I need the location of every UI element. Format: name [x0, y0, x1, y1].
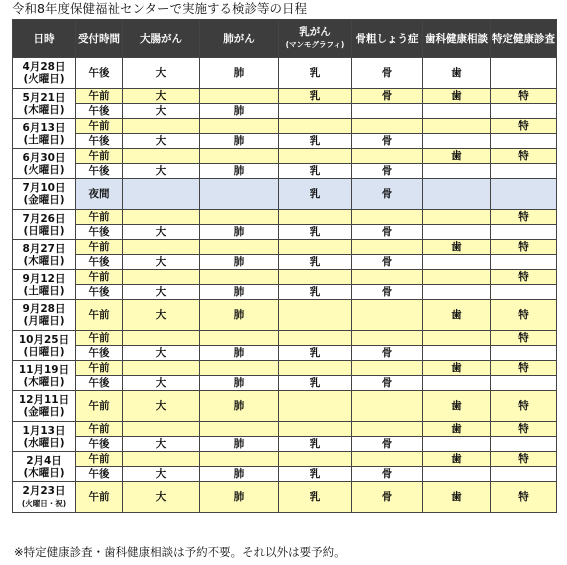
dental-cell [423, 225, 491, 240]
dental-cell: 歯 [423, 89, 491, 104]
breast-cell: 乳 [279, 482, 352, 513]
reception-time-cell: 午後 [76, 376, 123, 391]
checkup-cell: 特 [491, 270, 557, 285]
dental-cell: 歯 [423, 240, 491, 255]
reception-time-cell: 午後 [76, 134, 123, 149]
breast-cell [279, 361, 352, 376]
weekday-label: (水曜日) [23, 436, 65, 449]
colon-cell [123, 452, 200, 467]
checkup-cell [491, 255, 557, 270]
reception-time-cell: 午前 [76, 270, 123, 285]
dental-cell [423, 179, 491, 210]
date-label: 11月19日 [18, 363, 70, 376]
bone-cell: 骨 [352, 255, 423, 270]
lung-cell: 肺 [200, 255, 279, 270]
date-cell [13, 210, 76, 240]
checkup-cell: 特 [491, 300, 557, 331]
breast-cell: 乳 [279, 58, 352, 89]
colon-cell [123, 210, 200, 225]
colon-cell: 大 [123, 300, 200, 331]
date-label: 2月23日 [22, 484, 66, 497]
colon-cell: 大 [123, 391, 200, 422]
lung-cell [200, 179, 279, 210]
breast-cell [279, 240, 352, 255]
dental-cell [423, 285, 491, 300]
lung-cell: 肺 [200, 391, 279, 422]
checkup-cell: 特 [491, 391, 557, 422]
breast-cell [279, 149, 352, 164]
dental-cell [423, 164, 491, 179]
date-label: 9月28日 [22, 303, 66, 315]
date-cell [13, 482, 76, 513]
reception-time-cell: 午前 [76, 300, 123, 331]
table-row [13, 255, 557, 270]
date-label: 8月27日 [22, 242, 66, 255]
date-cell [13, 119, 76, 149]
date-cell [13, 89, 76, 119]
checkup-cell: 特 [491, 482, 557, 513]
reception-time-cell: 午前 [76, 89, 123, 104]
bone-cell: 骨 [352, 437, 423, 452]
bone-cell [352, 391, 423, 422]
lung-cell [200, 149, 279, 164]
colon-cell: 大 [123, 255, 200, 270]
checkup-cell [491, 346, 557, 361]
weekday-label: (日曜日) [23, 345, 65, 358]
dental-cell: 歯 [423, 452, 491, 467]
dental-cell: 歯 [423, 361, 491, 376]
header-breast: 乳がん (マンモグラフィ) [279, 20, 352, 58]
breast-cell: 乳 [279, 255, 352, 270]
table-row [13, 240, 557, 255]
colon-cell: 大 [123, 467, 200, 482]
table-row [13, 89, 557, 104]
weekday-label: (土曜日) [23, 284, 65, 297]
date-cell [13, 422, 76, 452]
date-cell [13, 452, 76, 482]
lung-cell: 肺 [200, 346, 279, 361]
bone-cell: 骨 [352, 164, 423, 179]
lung-cell [200, 240, 279, 255]
table-row [13, 225, 557, 240]
table-row [13, 376, 557, 391]
checkup-cell: 特 [491, 240, 557, 255]
header-dental: 歯科健康相談 [423, 20, 491, 58]
dental-cell [423, 104, 491, 119]
reception-time-cell: 午後 [76, 255, 123, 270]
reception-time-cell: 午後 [76, 164, 123, 179]
lung-cell: 肺 [200, 300, 279, 331]
colon-cell: 大 [123, 346, 200, 361]
checkup-cell [491, 467, 557, 482]
date-cell [13, 270, 76, 300]
bone-cell [352, 270, 423, 285]
dental-cell: 歯 [423, 391, 491, 422]
reception-time-cell: 午前 [76, 361, 123, 376]
weekday-label: (木曜日) [23, 254, 65, 267]
breast-cell: 乳 [279, 89, 352, 104]
dental-cell [423, 270, 491, 285]
lung-cell [200, 331, 279, 346]
lung-cell: 肺 [200, 285, 279, 300]
checkup-cell: 特 [491, 361, 557, 376]
breast-cell: 乳 [279, 225, 352, 240]
weekday-label: (火曜日) [23, 73, 65, 85]
breast-cell [279, 119, 352, 134]
reception-time-cell: 午後 [76, 285, 123, 300]
table-row [13, 437, 557, 452]
colon-cell: 大 [123, 134, 200, 149]
reception-time-cell: 午前 [76, 149, 123, 164]
lung-cell: 肺 [200, 104, 279, 119]
reception-time-cell: 午前 [76, 240, 123, 255]
breast-cell: 乳 [279, 164, 352, 179]
dental-cell: 歯 [423, 482, 491, 513]
date-label: 7月10日 [22, 182, 66, 194]
dental-cell [423, 119, 491, 134]
dental-cell: 歯 [423, 149, 491, 164]
bone-cell: 骨 [352, 134, 423, 149]
reception-time-cell: 午後 [76, 346, 123, 361]
header-colon: 大腸がん [123, 20, 200, 58]
bone-cell: 骨 [352, 285, 423, 300]
table-row [13, 58, 557, 89]
dental-cell: 歯 [423, 58, 491, 89]
lung-cell [200, 270, 279, 285]
table-row [13, 270, 557, 285]
date-label: 6月30日 [22, 151, 66, 164]
date-label: 5月21日 [22, 91, 66, 104]
dental-cell [423, 255, 491, 270]
table-row [13, 285, 557, 300]
lung-cell [200, 422, 279, 437]
table-row [13, 346, 557, 361]
date-cell [13, 179, 76, 210]
colon-cell: 大 [123, 482, 200, 513]
bone-cell: 骨 [352, 376, 423, 391]
bone-cell: 骨 [352, 482, 423, 513]
bone-cell: 骨 [352, 346, 423, 361]
table-row [13, 149, 557, 164]
colon-cell [123, 240, 200, 255]
checkup-cell [491, 285, 557, 300]
table-row [13, 361, 557, 376]
dental-cell [423, 331, 491, 346]
colon-cell: 大 [123, 89, 200, 104]
reception-time-cell: 午前 [76, 422, 123, 437]
table-row [13, 467, 557, 482]
colon-cell [123, 270, 200, 285]
table-row [13, 210, 557, 225]
colon-cell [123, 149, 200, 164]
header-date: 日時 [13, 20, 76, 58]
weekday-label: (火曜日・祝) [21, 498, 67, 508]
reception-time-cell: 午後 [76, 104, 123, 119]
colon-cell: 大 [123, 104, 200, 119]
lung-cell [200, 89, 279, 104]
bone-cell [352, 300, 423, 331]
footnote: ※特定健康診査・歯科健康相談は予約不要。それ以外は要予約。 [14, 545, 346, 559]
date-cell [13, 361, 76, 391]
header-lung: 肺がん [200, 20, 279, 58]
lung-cell [200, 119, 279, 134]
checkup-cell [491, 58, 557, 89]
date-label: 6月13日 [22, 121, 66, 134]
schedule-body [13, 58, 557, 513]
schedule-table [12, 19, 557, 513]
header-checkup: 特定健康診査 [491, 20, 557, 58]
table-row [13, 452, 557, 467]
lung-cell: 肺 [200, 467, 279, 482]
table-row [13, 422, 557, 437]
page-title: 令和8年度保健福祉センターで実施する検診等の日程 [12, 1, 307, 16]
weekday-label: (金曜日) [23, 406, 65, 418]
lung-cell: 肺 [200, 482, 279, 513]
reception-time-cell: 午後 [76, 437, 123, 452]
checkup-cell [491, 376, 557, 391]
reception-time-cell: 午前 [76, 119, 123, 134]
checkup-cell: 特 [491, 452, 557, 467]
weekday-label: (日曜日) [23, 224, 65, 237]
breast-cell [279, 300, 352, 331]
bone-cell [352, 149, 423, 164]
checkup-cell [491, 179, 557, 210]
weekday-label: (月曜日) [23, 315, 65, 327]
reception-time-cell: 午前 [76, 391, 123, 422]
checkup-cell [491, 104, 557, 119]
reception-time-cell: 午前 [76, 331, 123, 346]
dental-cell [423, 437, 491, 452]
colon-cell: 大 [123, 164, 200, 179]
weekday-label: (土曜日) [23, 133, 65, 146]
colon-cell [123, 331, 200, 346]
reception-time-cell: 午後 [76, 225, 123, 240]
checkup-cell: 特 [491, 119, 557, 134]
weekday-label: (木曜日) [23, 103, 65, 116]
table-row [13, 104, 557, 119]
lung-cell: 肺 [200, 58, 279, 89]
checkup-cell [491, 437, 557, 452]
colon-cell: 大 [123, 58, 200, 89]
breast-cell: 乳 [279, 376, 352, 391]
reception-time-cell: 夜間 [76, 179, 123, 210]
reception-time-cell: 午後 [76, 467, 123, 482]
date-cell [13, 331, 76, 361]
reception-time-cell: 午前 [76, 210, 123, 225]
date-label: 2月4日 [26, 454, 62, 467]
lung-cell [200, 452, 279, 467]
reception-time-cell: 午前 [76, 482, 123, 513]
weekday-label: (金曜日) [23, 194, 65, 206]
colon-cell: 大 [123, 285, 200, 300]
breast-cell [279, 270, 352, 285]
table-row [13, 164, 557, 179]
colon-cell [123, 361, 200, 376]
breast-cell: 乳 [279, 467, 352, 482]
table-row [13, 179, 557, 210]
date-cell [13, 300, 76, 331]
breast-cell [279, 422, 352, 437]
table-row [13, 331, 557, 346]
breast-cell: 乳 [279, 285, 352, 300]
date-cell [13, 58, 76, 89]
checkup-cell: 特 [491, 89, 557, 104]
breast-cell [279, 331, 352, 346]
breast-cell: 乳 [279, 134, 352, 149]
checkup-cell: 特 [491, 422, 557, 437]
bone-cell: 骨 [352, 467, 423, 482]
breast-cell [279, 210, 352, 225]
bone-cell [352, 104, 423, 119]
lung-cell: 肺 [200, 225, 279, 240]
dental-cell [423, 467, 491, 482]
lung-cell: 肺 [200, 437, 279, 452]
bone-cell: 骨 [352, 179, 423, 210]
bone-cell: 骨 [352, 225, 423, 240]
lung-cell: 肺 [200, 376, 279, 391]
bone-cell [352, 119, 423, 134]
weekday-label: (木曜日) [23, 375, 65, 388]
weekday-label: (木曜日) [23, 466, 65, 479]
date-label: 7月26日 [22, 212, 66, 225]
dental-cell [423, 210, 491, 225]
date-label: 4月28日 [22, 61, 66, 73]
bone-cell [352, 240, 423, 255]
colon-cell: 大 [123, 437, 200, 452]
breast-cell [279, 452, 352, 467]
checkup-cell: 特 [491, 210, 557, 225]
breast-cell: 乳 [279, 346, 352, 361]
table-row [13, 119, 557, 134]
colon-cell [123, 119, 200, 134]
colon-cell [123, 422, 200, 437]
bone-cell: 骨 [352, 89, 423, 104]
bone-cell [352, 361, 423, 376]
breast-cell: 乳 [279, 179, 352, 210]
checkup-cell: 特 [491, 331, 557, 346]
header-bone: 骨粗しょう症 [352, 20, 423, 58]
breast-cell [279, 104, 352, 119]
colon-cell [123, 179, 200, 210]
bone-cell [352, 331, 423, 346]
lung-cell: 肺 [200, 164, 279, 179]
header-reception: 受付時間 [76, 20, 123, 58]
checkup-cell [491, 225, 557, 240]
checkup-cell: 特 [491, 149, 557, 164]
dental-cell: 歯 [423, 422, 491, 437]
lung-cell [200, 210, 279, 225]
dental-cell [423, 376, 491, 391]
table-row [13, 134, 557, 149]
bone-cell [352, 210, 423, 225]
checkup-cell [491, 134, 557, 149]
date-label: 12月11日 [18, 394, 70, 406]
date-cell [13, 391, 76, 422]
breast-cell [279, 391, 352, 422]
lung-cell [200, 361, 279, 376]
header-row [13, 20, 557, 58]
table-row [13, 391, 557, 422]
colon-cell: 大 [123, 225, 200, 240]
dental-cell [423, 134, 491, 149]
lung-cell: 肺 [200, 134, 279, 149]
date-label: 1月13日 [22, 424, 66, 437]
breast-cell: 乳 [279, 437, 352, 452]
table-row [13, 300, 557, 331]
bone-cell: 骨 [352, 58, 423, 89]
weekday-label: (火曜日) [23, 163, 65, 176]
reception-time-cell: 午後 [76, 58, 123, 89]
checkup-cell [491, 164, 557, 179]
table-row [13, 482, 557, 513]
reception-time-cell: 午前 [76, 452, 123, 467]
date-label: 10月25日 [18, 333, 70, 346]
dental-cell [423, 346, 491, 361]
colon-cell: 大 [123, 376, 200, 391]
date-label: 9月12日 [22, 272, 66, 285]
bone-cell [352, 452, 423, 467]
date-cell [13, 240, 76, 270]
bone-cell [352, 422, 423, 437]
dental-cell: 歯 [423, 300, 491, 331]
date-cell [13, 149, 76, 179]
